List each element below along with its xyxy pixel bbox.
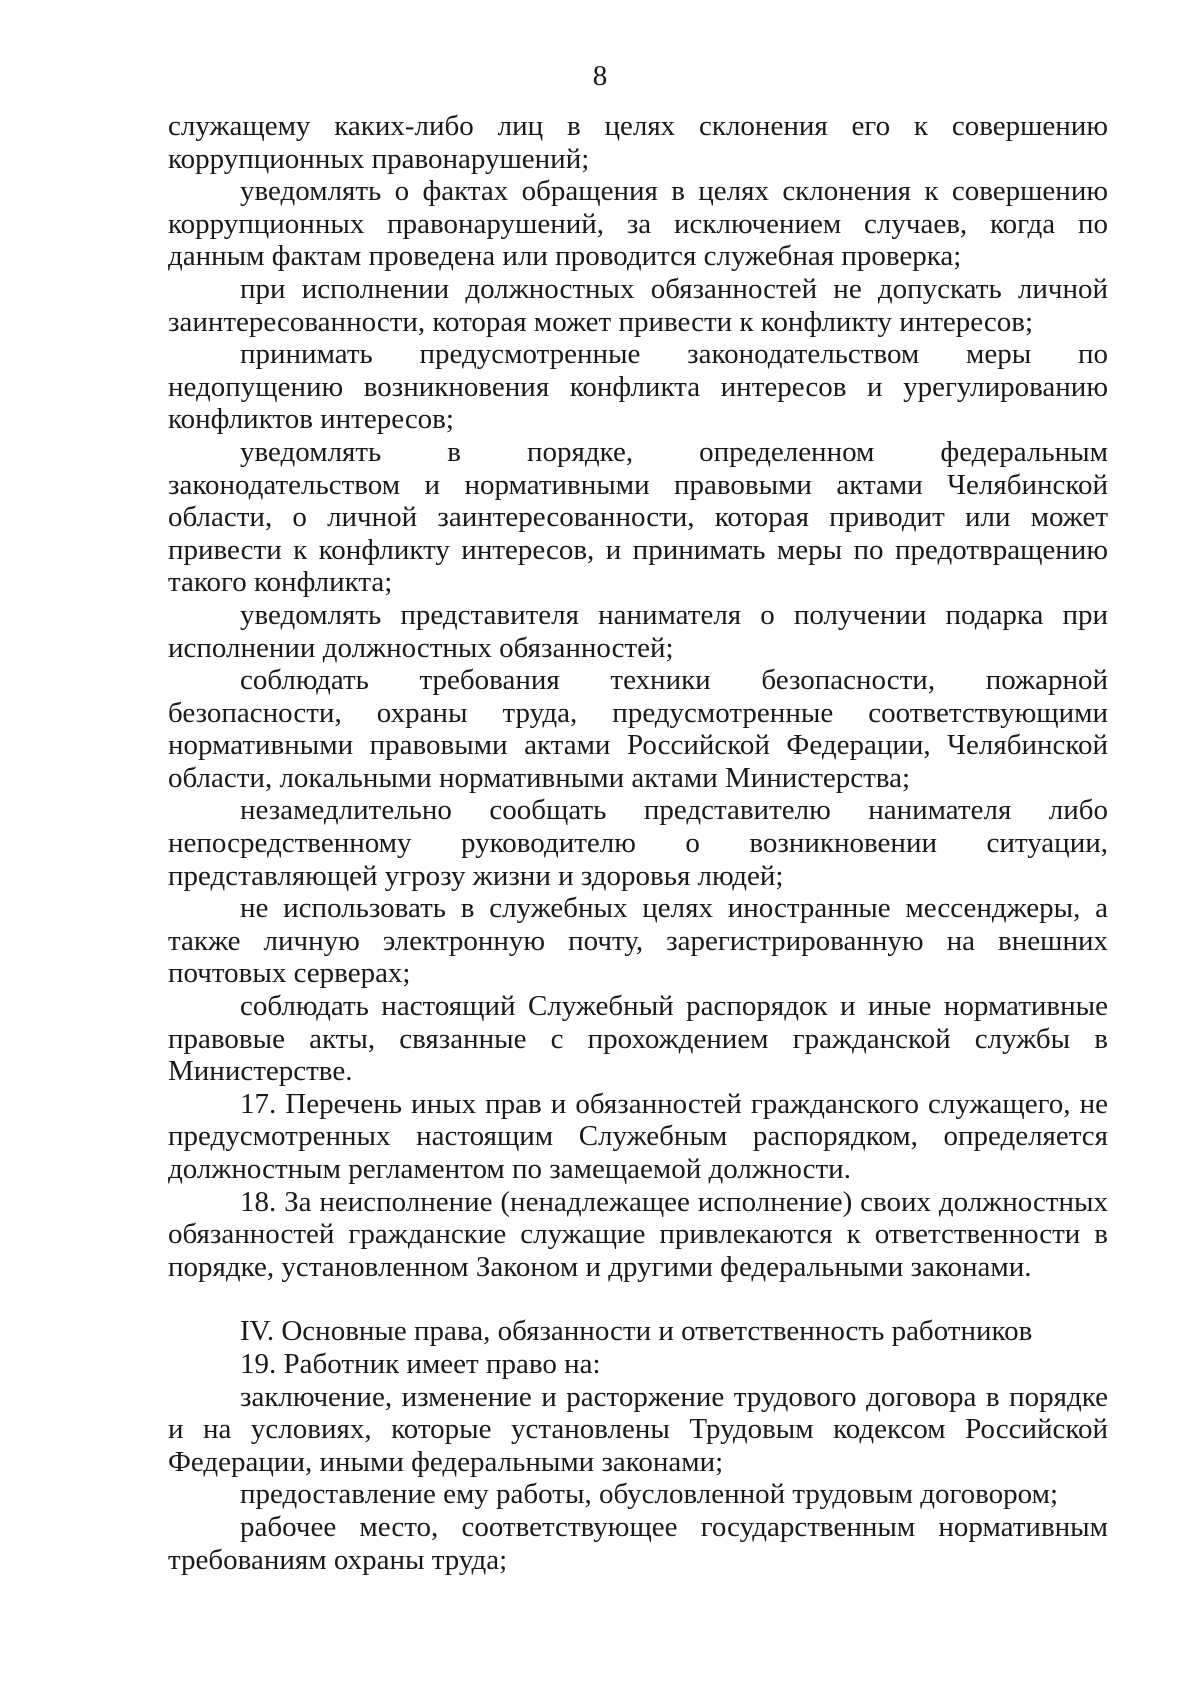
paragraph: предоставление ему работы, обусловленной трудовым договором; bbox=[240, 1478, 1059, 1511]
paragraph-continuation: служащему каких-либо лиц в целях склонения его к совершению коррупционных правонарушений; bbox=[168, 110, 1108, 175]
page-number: 8 bbox=[592, 60, 608, 92]
paragraph: 18. За неисполнение (ненадлежащее исполнение) своих должностных обязанностей гражданские служащие привлекаются к ответственности в порядке, установленном Законом и другими федеральными законами. bbox=[168, 1185, 1108, 1283]
document-body bbox=[168, 110, 1108, 1576]
section-heading: IV. Основные права, обязанности и ответственность работников bbox=[240, 1315, 1033, 1348]
section-spacer bbox=[168, 1283, 1108, 1315]
paragraph: 17. Перечень иных прав и обязанностей гражданского служащего, не предусмотренных настоящим Служебным распорядком, определяется должностным регламентом по замещаемой должности. bbox=[168, 1087, 1108, 1185]
paragraph: уведомлять представителя нанимателя о получении подарка при исполнении должностных обязанностей; bbox=[168, 598, 1108, 664]
paragraph: уведомлять о фактах обращения в целях склонения к совершению коррупционных правонарушений, за исключением случаев, когда по данным фактам проведена или проводится служебная проверка; bbox=[168, 175, 1108, 273]
paragraph: заключение, изменение и расторжение трудового договора в порядке и на условиях, которые установлены Трудовым кодексом Российской Федерации, иными федеральными законами; bbox=[168, 1380, 1108, 1478]
paragraph: 19. Работник имеет право на: bbox=[240, 1347, 601, 1380]
paragraph: незамедлительно сообщать представителю нанимателя либо непосредственному руководителю о возникновении ситуации, представляющей угрозу жизни и здоровья людей; bbox=[168, 794, 1108, 892]
paragraph: уведомлять в порядке, определенном федеральным законодательством и нормативными правовыми актами Челябинской области, о личной заинтересованности, которая приводит или может привести к конфликту интересов, и принимать меры по предотвращению такого конфликта; bbox=[168, 435, 1108, 599]
paragraph: рабочее место, соответствующее государственным нормативным требованиям охраны труда; bbox=[168, 1510, 1108, 1576]
paragraph: принимать предусмотренные законодательством меры по недопущению возникновения конфликта интересов и урегулированию конфликтов интересов; bbox=[168, 338, 1108, 436]
paragraph: соблюдать требования техники безопасности, пожарной безопасности, охраны труда, предусмотренные соответствующими нормативными правовыми актами Российской Федерации, Челябинской области, локальными нормативными актами Министерства; bbox=[168, 664, 1108, 794]
paragraph: при исполнении должностных обязанностей не допускать личной заинтересованности, которая может привести к конфликту интересов; bbox=[168, 272, 1108, 338]
paragraph: соблюдать настоящий Служебный распорядок и иные нормативные правовые акты, связанные с прохождением гражданской службы в Министерстве. bbox=[168, 990, 1108, 1088]
paragraph: не использовать в служебных целях иностранные мессенджеры, а также личную электронную почту, зарегистрированную на внешних почтовых серверах; bbox=[168, 892, 1108, 990]
